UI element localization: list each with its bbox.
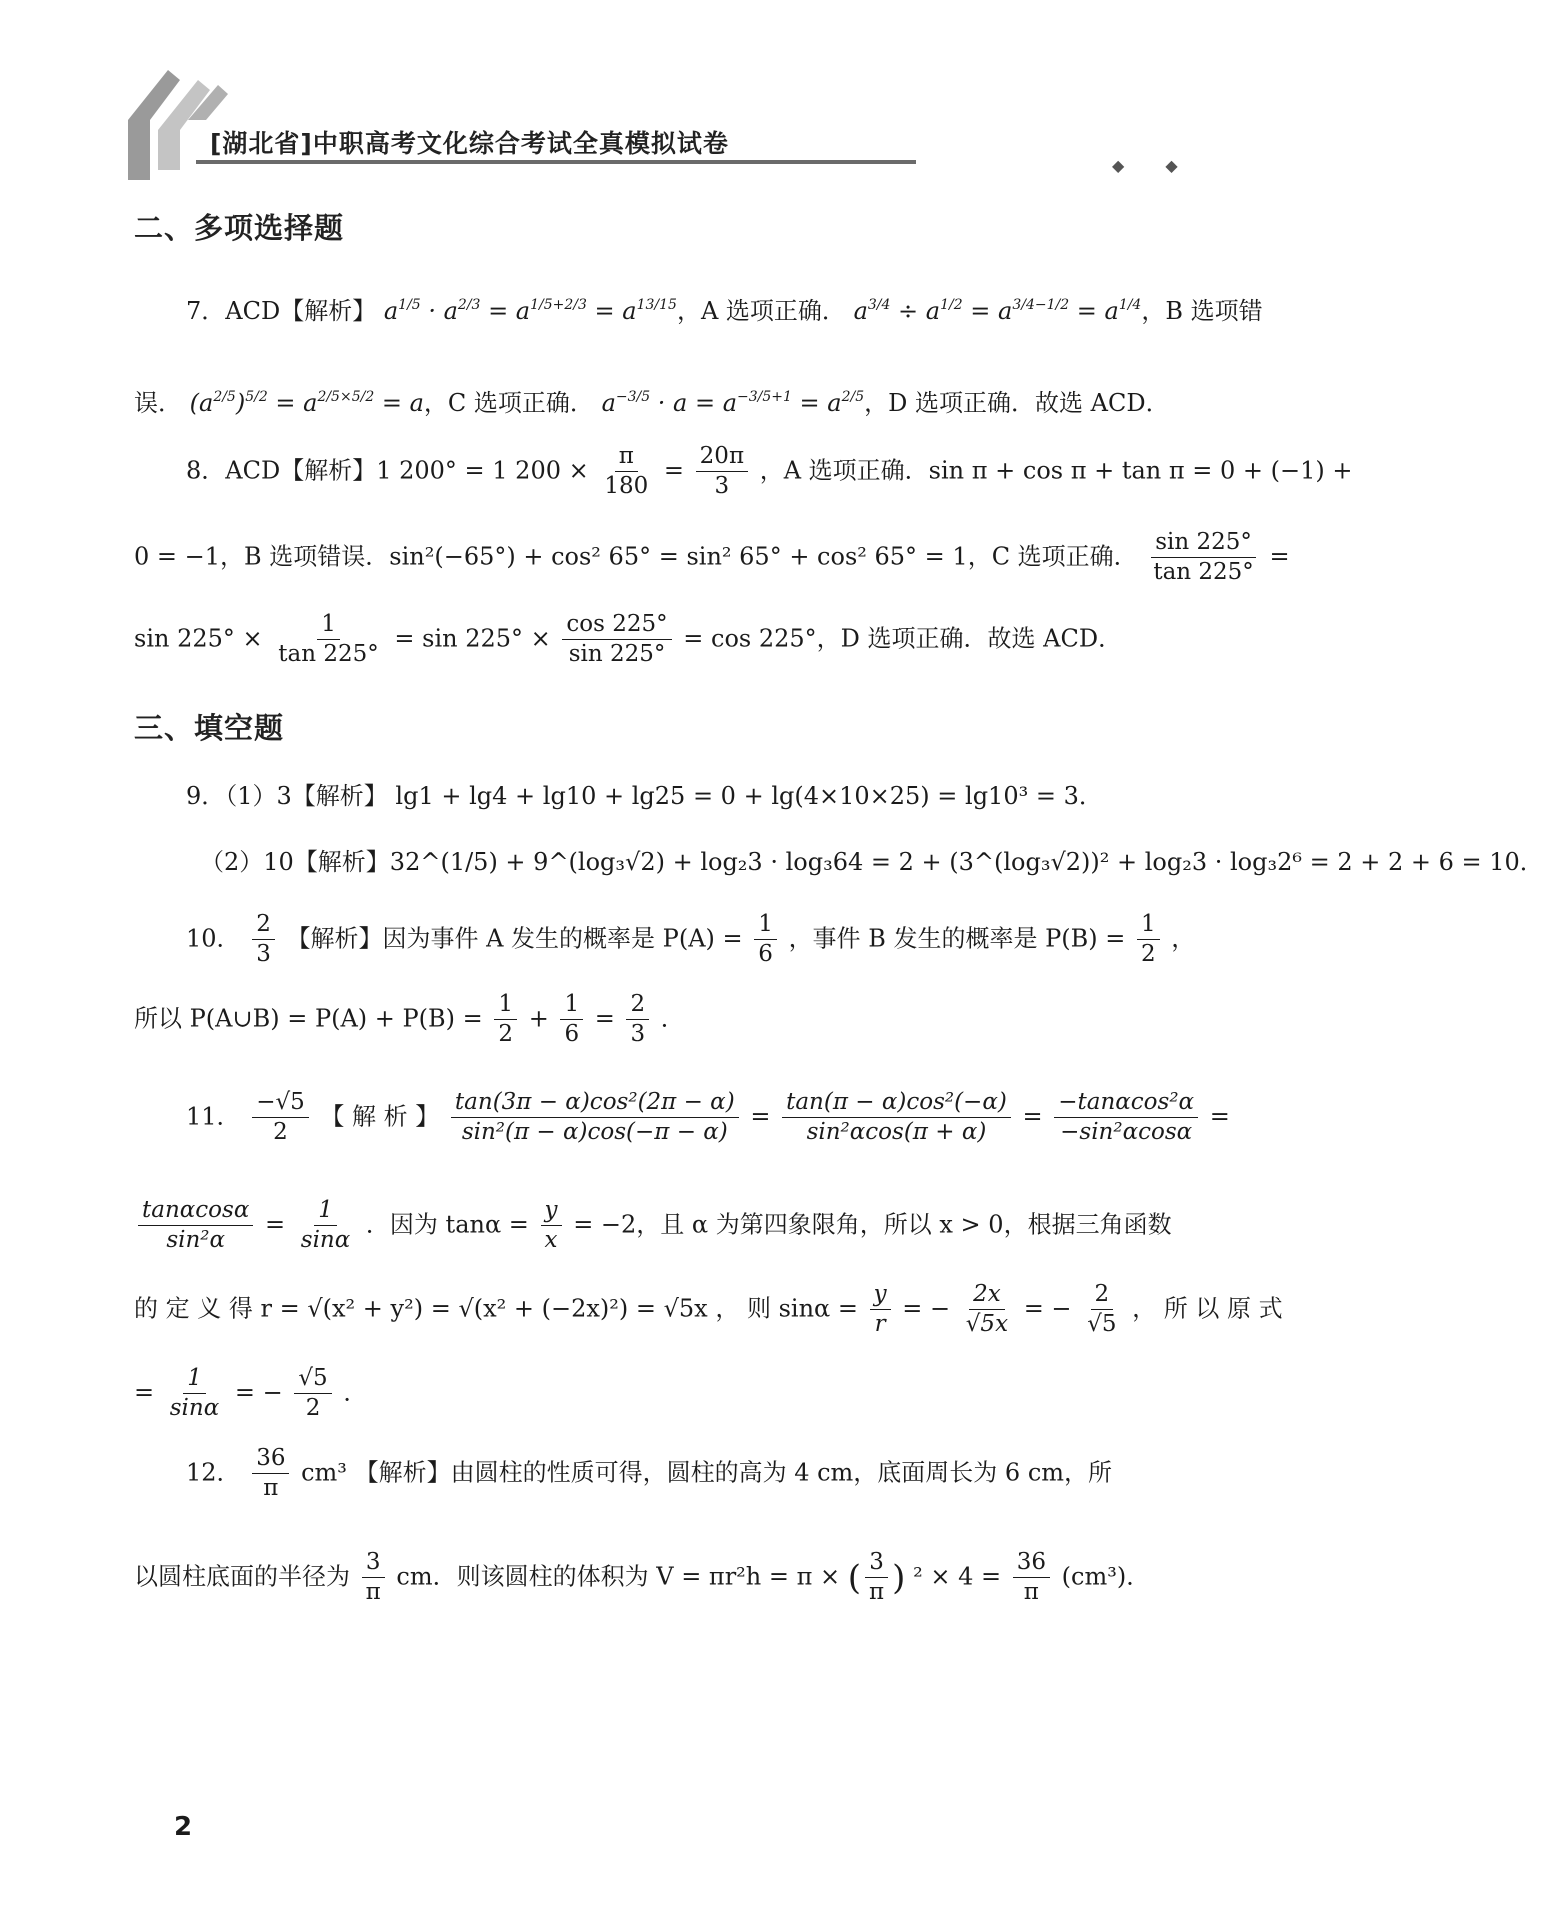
q12-answer: $\frac{36}{\pi}$: [252, 1446, 289, 1502]
q12-line2: 以圆柱底面的半径为 $\frac{3}{\pi}$ cm．则该圆柱的体积为 V = πr²h = π × ( $\frac{3}{\pi}$ ) ² × 4 = $\frac{36}{\pi}$ (cm³)．: [134, 1549, 1151, 1606]
q11-l2-f1: $\frac{\tan\alpha\cos\alpha}{\text{sin²α}}$: [138, 1198, 253, 1254]
q10-plus: +: [528, 1004, 549, 1033]
q11-f1: $\frac{\text{tan(3π − α)cos²(2π − α)}}{\text{sin²(π − α)cos(−π − α)}}$: [451, 1090, 739, 1146]
q8-text-d-pre: sin 225° ×: [134, 624, 263, 653]
q11-line3: [134, 1282, 1283, 1338]
q9-line2: （2）10【解析】32^(1/5) + 9^(log₃√2) + log₂3 · log₃64 = 2 + (3^(log₃√2))² + log₂3 · log₃2⁶ = 2 + 2 + 6 = 10．: [200, 848, 1544, 876]
q10-text1: 【解析】因为事件 A 发生的概率是 P(A) =: [286, 924, 743, 953]
q11-answer: $\frac{-√5}{2}$: [252, 1090, 309, 1146]
q11-l3-mid2: = −: [1023, 1294, 1072, 1323]
q11-eq3: =: [1209, 1102, 1230, 1131]
q10-line1: [186, 912, 1195, 968]
q7-expr1: $a^{1/5} \cdot a^{2/3} = a^{1/5+2/3} = a^{13/15}$: [383, 297, 677, 325]
q12-radius: $\frac{3}{\pi}$: [362, 1550, 385, 1606]
q12-label: 12．: [186, 1458, 241, 1487]
q7-text-b: ，B 选项错: [1141, 297, 1263, 325]
q10-pa: $\frac{1}{6}$: [754, 912, 777, 968]
q10-s2: $\frac{1}{6}$: [560, 992, 583, 1048]
q8-label: 8．ACD【解析】1 200° = 1 200 ×: [186, 456, 589, 485]
q12-l2-post: (cm³)．: [1061, 1562, 1151, 1591]
q12-volume: $\frac{36}{\pi}$: [1013, 1550, 1050, 1606]
q12-paren-frac: $\frac{3}{\pi}$: [865, 1550, 888, 1606]
q11-line4: [134, 1366, 367, 1422]
q7-line2: [134, 390, 1170, 415]
q7-text-c: ，C 选项正确．: [423, 389, 594, 417]
q10-eq: =: [594, 1004, 615, 1033]
q11-f2: $\frac{\text{tan(π − α)cos²(−α)}}{\text{sin²αcos(π + α)}}$: [782, 1090, 1011, 1146]
q11-l2-text2: = −2，且 α 为第四象限角，所以 x > 0，根据三角函数: [573, 1210, 1172, 1239]
q8-eq: =: [663, 456, 685, 485]
q8-line3: [134, 612, 1122, 668]
q8-text-bc: 0 = −1，B 选项错误．sin²(−65°) + cos² 65° = sin² 65° + cos² 65° = 1，C 选项正确．: [134, 542, 1138, 571]
q10-label: 10．: [186, 924, 241, 953]
q11-l4-f2: $\frac{√5}{2}$: [294, 1366, 331, 1422]
q12-text1: 【解析】由圆柱的性质可得，圆柱的高为 4 cm，底面周长为 6 cm，所: [354, 1458, 1113, 1487]
q8-text-a: ，A 选项正确．sin π + cos π + tan π = 0 + (−1) +: [759, 456, 1353, 485]
q11-l3-mid: = −: [902, 1294, 951, 1323]
q10-l2-post: ．: [660, 1004, 685, 1033]
page-number: 2: [174, 1812, 193, 1842]
q8-text-d-post: = cos 225°，D 选项正确．故选 ACD．: [683, 624, 1123, 653]
q10-s1: $\frac{1}{2}$: [494, 992, 517, 1048]
q11-l3-f3: $\frac{2}{√5}$: [1087, 1281, 1117, 1338]
q11-line1: [186, 1090, 1230, 1146]
q7-line1: [186, 298, 1263, 323]
header-title: [湖北省]中职高考文化综合考试全真模拟试卷: [210, 129, 729, 158]
q11-l2-f2: $\frac{1}{\sin\alpha}$: [300, 1197, 351, 1254]
q8-line2: [134, 530, 1290, 586]
q7-expr2: $a^{3/4} \div a^{1/2} = a^{3/4-1/2} = a^{1/4}$: [853, 297, 1142, 325]
q11-l2-eq: =: [265, 1210, 286, 1239]
q11-l3-f1: $\frac{y}{r}$: [870, 1282, 891, 1338]
q11-label: 11．: [186, 1102, 241, 1131]
q11-l4-f1: $\frac{1}{\sin\alpha}$: [169, 1365, 220, 1422]
q12-line1: [186, 1446, 1112, 1502]
q8-eq2: =: [1269, 542, 1290, 571]
q10-text2: ，事件 B 发生的概率是 P(B) =: [788, 924, 1126, 953]
q11-l3-f2: $\frac{2x}{√5x}$: [965, 1281, 1009, 1338]
q11-l3-text2: ， 所 以 原 式: [1132, 1294, 1283, 1323]
q11-eq1: =: [750, 1102, 771, 1131]
q12-l2-mid: cm．则该圆柱的体积为 V = πr²h = π ×: [396, 1562, 841, 1591]
q10-s3: $\frac{2}{3}$: [626, 992, 649, 1048]
q8-text-d-mid: = sin 225° ×: [394, 624, 551, 653]
q7-text-d: ，D 选项正确．故选 ACD．: [864, 389, 1170, 417]
q8-line1: [186, 444, 1353, 500]
q11-eq2: =: [1022, 1102, 1043, 1131]
q8-frac2: $\frac{20\pi}{3}$: [696, 444, 748, 500]
q10-answer: $\frac{2}{3}$: [252, 912, 275, 968]
header-rule: [196, 160, 916, 164]
q10-l2-pre: 所以 P(A∪B) = P(A) + P(B) =: [134, 1004, 483, 1033]
header-dots: ◆ ◆: [1112, 156, 1196, 175]
q9-line1: 9．（1）3【解析】 lg1 + lg4 + lg10 + lg25 = 0 + lg(4×10×25) = lg10³ = 3．: [186, 782, 1103, 810]
q7-label: 7．ACD【解析】: [186, 297, 377, 325]
q12-l2-mid2: ² × 4 =: [913, 1562, 1002, 1591]
section-heading-fill-blank: 三、填空题: [134, 711, 285, 745]
q8-frac3: $\frac{\sin 225^\circ}{\tan 225^\circ}$: [1149, 530, 1257, 586]
q11-l4-mid: = −: [234, 1378, 283, 1407]
q8-frac4: $\frac{1}{\tan 225^\circ}$: [278, 611, 379, 668]
q11-f3: $\frac{\text{−tanαcos²α}}{\text{−sin²αcosα}}$: [1054, 1090, 1198, 1146]
q12-unit: cm³: [301, 1458, 347, 1487]
q10-text3: ，: [1171, 924, 1196, 953]
q8-frac5: $\frac{\cos 225^\circ}{\sin 225^\circ}$: [562, 612, 671, 668]
q7-expr3: $(a^{2/5})^{5/2} = a^{2/5\times 5/2} = a$: [189, 389, 424, 417]
section-heading-multiple-choice: 二、多项选择题: [134, 211, 345, 245]
q12-l2-pre: 以圆柱底面的半径为: [134, 1562, 350, 1591]
q7-text-a: ，A 选项正确．: [676, 297, 846, 325]
q11-l4-pre: =: [134, 1378, 155, 1407]
q11-tag: 【 解 析 】: [320, 1102, 440, 1131]
q8-frac1: $\frac{\pi}{180}$: [604, 443, 649, 500]
q7-expr4: $a^{-3/5} \cdot a = a^{-3/5+1} = a^{2/5}$: [601, 389, 865, 417]
q11-line2: [134, 1198, 1172, 1254]
q11-l2-f3: $\frac{y}{x}$: [541, 1198, 562, 1254]
q7-text-wrong: 误．: [134, 389, 182, 417]
q10-pb: $\frac{1}{2}$: [1137, 912, 1160, 968]
q11-l2-text1: ．因为 tanα =: [365, 1210, 529, 1239]
q10-line2: [134, 992, 685, 1048]
q11-l4-post: ．: [343, 1378, 368, 1407]
q11-l3-text1: 的 定 义 得 r = √(x² + y²) = √(x² + (−2x)²) = √5x ， 则 sinα =: [134, 1294, 858, 1323]
